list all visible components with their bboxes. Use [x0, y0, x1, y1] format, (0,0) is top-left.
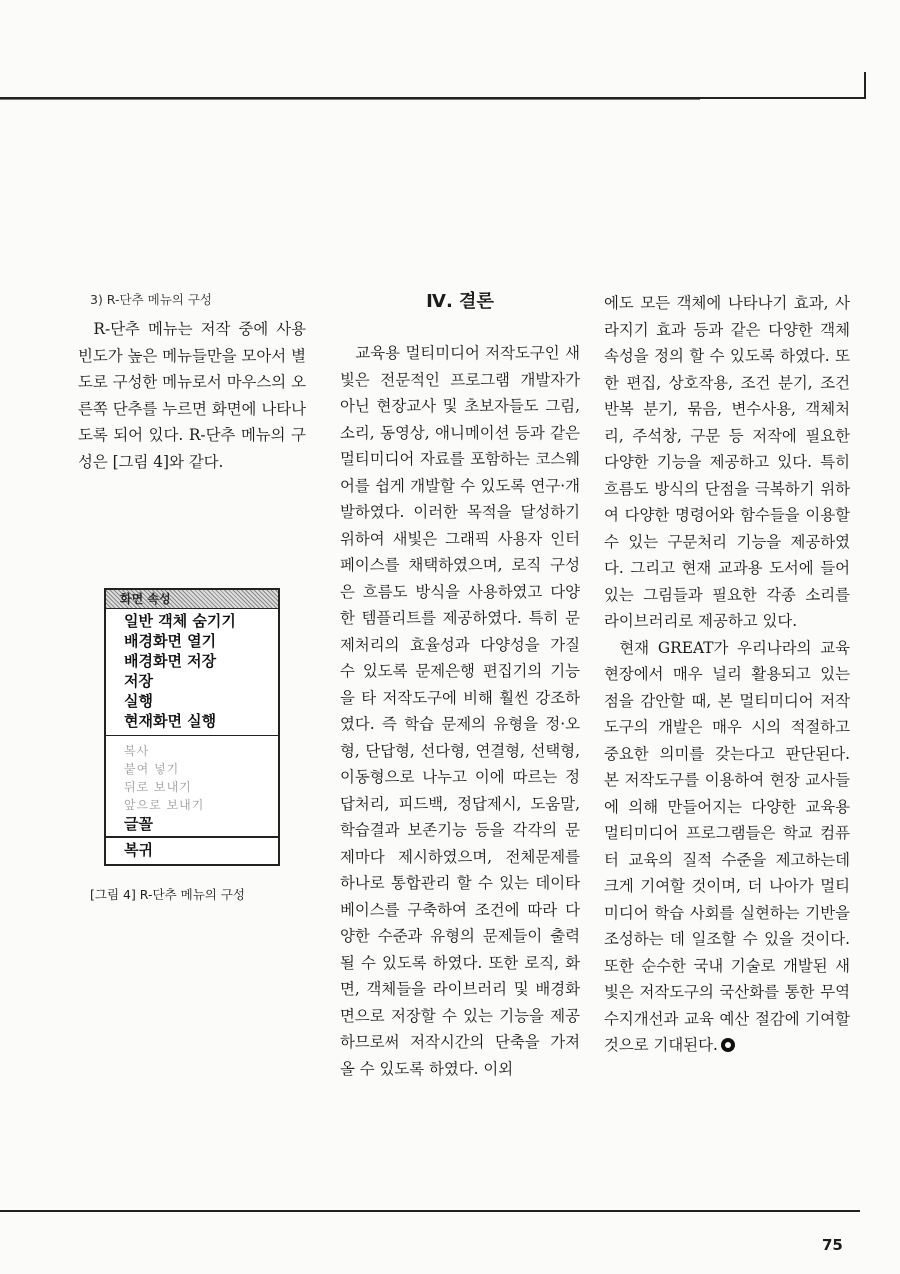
menu-item-hide-objects[interactable]: 일반 객체 숨기기 [124, 612, 236, 630]
menu-group-undo [106, 838, 278, 864]
body-paragraph: R-단추 메뉴는 저작 중에 사용빈도가 높은 메뉴들만을 모아서 별도로 구성한 메뉴로서 마우스의 오른쪽 단추를 누르면 화면에 나타나도록 되어 있다. R-단추 메뉴의 구성은 [그림 4]와 같다. [78, 320, 306, 471]
figure-caption: [그림 4] R-단추 메뉴의 구성 [90, 887, 245, 902]
end-of-article-icon [721, 1038, 735, 1052]
page-number: 75 [822, 1236, 843, 1254]
menu-item-font[interactable]: 글꼴 [124, 815, 153, 833]
bottom-rule [0, 1210, 860, 1212]
column-right [604, 290, 850, 1059]
menu-title-screen-properties[interactable]: 화면 속성 [106, 590, 278, 609]
menu-item-run-current-screen[interactable]: 현재화면 실행 [124, 712, 217, 730]
menu-item-bring-forward[interactable]: 앞으로 보내기 [124, 798, 205, 812]
top-rule-corner [864, 72, 866, 99]
top-rule-thin [0, 99, 700, 100]
menu-item-send-backward[interactable]: 뒤로 보내기 [124, 780, 192, 794]
menu-item-open-background[interactable]: 배경화면 열기 [124, 632, 217, 650]
body-paragraph: 에도 모든 객체에 나타나기 효과, 사라지기 효과 등과 같은 다양한 객체 속성을 정의 할 수 있도록 하였다. 또한 편집, 상호작용, 조건 분기, 조건 반복 분기, 묶음, 변수사용, 객체처리, 주석창, 구문 등 저작에 필요한 다양한 기능을 제공하고 있다. 특히 흐름도 방식의 단점을 극복하기 위하여 다양한 명령어와 함수들을 이용할 수 있는 구문처리 기능을 제공하였다. 그리고 현재 교과용 도서에 들어 있는 그림들과 필요한 각종 소리를 라이브러리로 제공하고 있다. [604, 294, 850, 630]
section-heading: Ⅳ. 결론 [426, 291, 494, 312]
menu-group-edit [106, 736, 278, 836]
menu-item-paste[interactable]: 붙여 넣기 [124, 762, 180, 776]
r-button-context-menu [104, 588, 280, 866]
body-paragraph [604, 635, 850, 1059]
column-middle [340, 290, 580, 1082]
column-left [78, 290, 306, 475]
menu-item-undo[interactable]: 복귀 [124, 841, 153, 859]
subsection-heading: 3) R-단추 메뉴의 구성 [90, 292, 212, 307]
menu-group-main [106, 609, 278, 735]
body-paragraph: 교육용 멀티미디어 저작도구인 새빛은 전문적인 프로그램 개발자가 아닌 현장교사 및 초보자들도 그림, 소리, 동영상, 애니메이션 등과 같은 멀티미디어 자료를 포함하는 코스웨어를 쉽게 개발할 수 있도록 연구·개발하였다. 이러한 목적을 달성하기 위하여 새빛은 그래픽 사용자 인터페이스를 채택하였으며, 로직 구성은 흐름도 방식을 사용하였고 다양한 템플리트를 제공하였다. 특히 문제처리의 효율성과 다양성을 가질 수 있도록 문제은행 편집기의 기능을 타 저작도구에 비해 훨씬 강조하였다. 즉 학습 문제의 유형을 정·오형, 단답형, 선다형, 연결형, 선택형, 이동형으로 나누고 이에 따르는 정답처리, 피드백, 정답제시, 도움말, 학습결과 보존기능 등을 각각의 문제마다 제시하였으며, 전체문제를 하나로 통합관리 할 수 있는 데이타베이스를 구축하여 조건에 따라 다양한 수준과 유형의 문제들이 출력될 수 있도록 하였다. 또한 로직, 화면, 객체들을 라이브러리 및 배경화면으로 저장할 수 있는 기능을 제공하므로써 저작시간의 단축을 가져 올 수 있도록 하였다. 이외 [340, 344, 580, 1078]
menu-item-save[interactable]: 저장 [124, 672, 153, 690]
body-text: 현재 GREAT가 우리나라의 교육 현장에서 매우 널리 활용되고 있는 점을 감안할 때, 본 멀티미디어 저작도구의 개발은 매우 시의 적절하고 중요한 의미를 갖는다고 판단된다. 본 저작도구를 이용하여 현장 교사들에 의해 만들어지는 다양한 교육용 멀티미디어 프로그램들은 학교 컴퓨터 교육의 질적 수준을 제고하는데 크게 기여할 것이며, 더 나아가 멀티미디어 학습 사회를 실현하는 기반을 조성하는 데 일조할 수 있을 것이다. 또한 순수한 국내 기술로 개발된 새빛은 저작도구의 국산화를 통한 무역 수지개선과 교육 예산 절감에 기여할 것으로 기대된다. [604, 638, 850, 1054]
menu-item-save-background[interactable]: 배경화면 저장 [124, 652, 217, 670]
menu-item-run[interactable]: 실행 [124, 692, 153, 710]
menu-item-copy[interactable]: 복사 [124, 744, 150, 758]
